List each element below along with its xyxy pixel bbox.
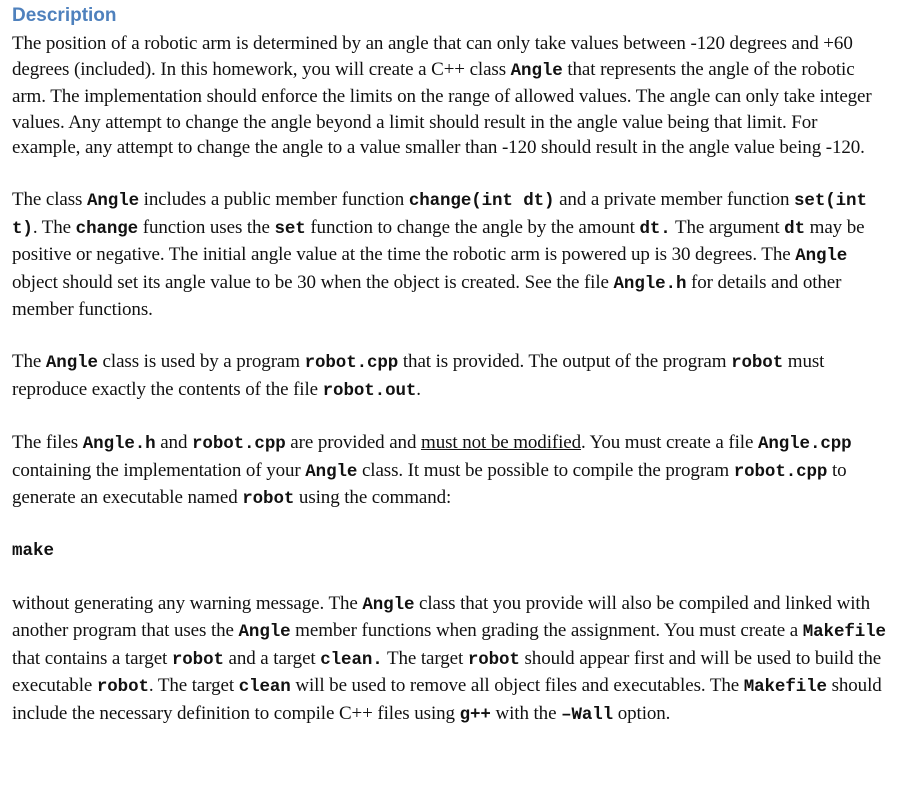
inline-code: g++ <box>459 704 491 725</box>
section-heading: Description <box>12 5 117 26</box>
text-run: should include the necessary definition to compile C++ files using <box>12 675 882 724</box>
text-run: The files <box>12 432 83 454</box>
inline-code: Angle <box>305 461 358 482</box>
paragraph-class-members <box>12 187 888 323</box>
paragraph-angle-limits <box>12 31 888 161</box>
text-run: that represents the angle of the robotic arm. The implementation should enforce the limits on the range of allowed values. The angle can only take integer values. Any attempt to change the angle beyond a limit should result in the angle value being that limit. For example, any attempt to change the angle to a value smaller than -120 should result in the angle value being -120. <box>12 58 872 159</box>
inline-code: robot.cpp <box>733 461 828 482</box>
inline-code: Makefile <box>802 622 886 643</box>
inline-code: clean. <box>320 649 383 670</box>
inline-code: robot.cpp <box>304 352 399 373</box>
text-run: and a private member function <box>554 188 795 210</box>
inline-code: Angle <box>238 622 291 643</box>
text-run: . The <box>32 216 76 238</box>
inline-code: set(int t) <box>12 190 867 239</box>
inline-code: Angle.h <box>613 273 687 294</box>
text-run: that is provided. The output of the program <box>398 350 732 372</box>
inline-code: robot <box>242 489 295 510</box>
inline-code: robot <box>467 649 520 670</box>
text-run: member functions when grading the assignment. You must create a <box>290 620 803 642</box>
paragraph-files-provided <box>12 430 888 513</box>
text-run: and a target <box>223 647 321 669</box>
text-run: The class <box>12 188 87 210</box>
text-run: The position of a robotic arm is determined by an angle that can only take values between -120 degrees and +60 degrees (included). In this homework, you will create a C++ class <box>12 33 853 80</box>
inline-code: Makefile <box>743 677 827 698</box>
paragraph-gap <box>12 565 888 591</box>
inline-code: Angle <box>510 60 563 81</box>
paragraph-robot-program <box>12 349 888 404</box>
text-run: . <box>416 378 421 400</box>
inline-code: robot <box>731 352 784 373</box>
text-run: and <box>155 432 193 454</box>
text-run: object should set its angle value to be 30 when the object is created. See the file <box>12 271 614 293</box>
underlined-text: must not be modified <box>421 432 582 454</box>
text-run: for details and other member functions. <box>12 271 842 321</box>
inline-code: set <box>274 218 306 239</box>
text-run: The argument <box>670 216 785 238</box>
text-run: will be used to remove all object files and executables. The <box>290 675 744 697</box>
text-run: without generating any warning message. The <box>12 592 363 614</box>
text-run: . You must create a file <box>581 432 758 454</box>
inline-code: Angle <box>362 594 415 615</box>
paragraph-gap <box>12 404 888 430</box>
inline-code: dt <box>784 218 805 239</box>
paragraph-gap <box>12 513 888 539</box>
text-run: function uses the <box>138 216 275 238</box>
text-run: must reproduce exactly the contents of the file <box>12 350 825 400</box>
text-run: may be positive or negative. The initial angle value at the time the robotic arm is powered up is 30 degrees. The <box>12 216 865 266</box>
text-run: that contains a target <box>12 647 172 669</box>
inline-code: Angle <box>795 246 848 267</box>
text-run: The <box>12 350 46 372</box>
inline-code: clean <box>238 677 291 698</box>
text-run: The target <box>382 647 468 669</box>
inline-code: robot.cpp <box>192 434 286 455</box>
inline-code: change(int dt) <box>408 190 555 211</box>
text-run: using the command: <box>294 487 452 509</box>
text-run: containing the implementation of your <box>12 459 306 481</box>
paragraph-gap <box>12 323 888 349</box>
inline-code: Angle <box>86 190 139 211</box>
inline-code: Angle.cpp <box>757 434 852 455</box>
text-run: function to change the angle by the amount <box>305 216 640 238</box>
paragraph-gap <box>12 161 888 187</box>
text-run: should appear first and will be used to build the executable <box>12 647 882 697</box>
inline-code: robot <box>96 677 149 698</box>
paragraph-makefile-requirements <box>12 591 888 729</box>
text-run: class. It must be possible to compile the program <box>357 459 734 481</box>
text-run: . The target <box>148 675 239 697</box>
inline-code: robot <box>171 649 224 670</box>
inline-code: change <box>75 218 139 239</box>
inline-code: robot.out <box>322 380 417 401</box>
text-run: are provided and <box>285 432 422 454</box>
text-run: option. <box>613 702 671 724</box>
text-run: with the <box>490 702 562 724</box>
inline-code: Angle <box>45 352 98 373</box>
inline-code: –Wall <box>561 704 614 725</box>
inline-code: Angle.h <box>82 434 156 455</box>
text-run: class that you provide will also be compiled and linked with another program that uses the <box>12 592 870 642</box>
text-run: includes a public member function <box>139 188 409 210</box>
inline-code: dt. <box>639 218 671 239</box>
text-run: to generate an executable named <box>12 459 847 509</box>
text-run: class is used by a program <box>97 350 305 372</box>
make-command: make <box>12 540 55 561</box>
